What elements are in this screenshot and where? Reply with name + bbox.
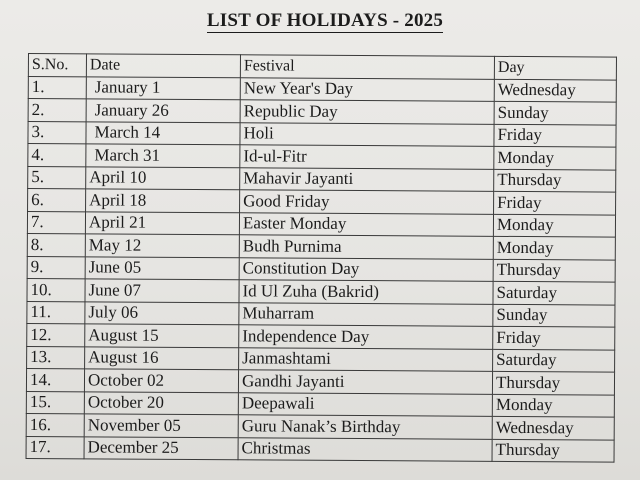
cell-date: April 18 bbox=[86, 189, 240, 212]
page-title bbox=[0, 10, 640, 32]
cell-sno: 12. bbox=[27, 323, 85, 346]
cell-festival: Mahavir Jayanti bbox=[240, 167, 494, 191]
header-day: Day bbox=[494, 56, 616, 79]
cell-date: March 14 bbox=[86, 121, 240, 144]
cell-festival: Guru Nanak’s Birthday bbox=[238, 415, 492, 439]
cell-date: May 12 bbox=[85, 234, 239, 257]
cell-festival: Easter Monday bbox=[239, 212, 493, 236]
cell-date: March 31 bbox=[86, 144, 240, 167]
cell-day: Monday bbox=[493, 214, 615, 237]
cell-date: April 21 bbox=[85, 211, 239, 234]
cell-date: October 20 bbox=[84, 391, 238, 414]
cell-sno: 6. bbox=[28, 189, 86, 212]
cell-sno: 16. bbox=[26, 413, 84, 436]
cell-festival: Id Ul Zuha (Bakrid) bbox=[239, 280, 493, 304]
cell-sno: 7. bbox=[27, 211, 85, 234]
cell-day: Monday bbox=[494, 146, 616, 169]
header-festival: Festival bbox=[240, 55, 494, 79]
cell-festival: Janmashtami bbox=[239, 347, 493, 371]
cell-date: November 05 bbox=[84, 414, 238, 437]
cell-day: Thursday bbox=[492, 439, 614, 462]
cell-date: October 02 bbox=[84, 369, 238, 392]
cell-festival: Independence Day bbox=[239, 325, 493, 349]
cell-day: Saturday bbox=[493, 349, 615, 372]
cell-sno: 14. bbox=[26, 368, 84, 391]
cell-day: Sunday bbox=[494, 101, 616, 124]
cell-date: August 16 bbox=[85, 346, 239, 369]
cell-date: June 05 bbox=[85, 256, 239, 279]
cell-sno: 11. bbox=[27, 301, 85, 324]
cell-sno: 2. bbox=[28, 99, 86, 122]
cell-day: Thursday bbox=[492, 371, 614, 394]
cell-sno: 4. bbox=[28, 144, 86, 167]
cell-day: Wednesday bbox=[494, 79, 616, 102]
table-row bbox=[26, 436, 614, 462]
cell-festival: Christmas bbox=[238, 437, 492, 461]
cell-date: January 1 bbox=[86, 76, 240, 99]
holiday-table bbox=[26, 53, 617, 463]
header-sno: S.No. bbox=[28, 54, 86, 77]
cell-festival: Gandhi Jayanti bbox=[238, 370, 492, 394]
table-body bbox=[26, 76, 616, 462]
cell-day: Wednesday bbox=[492, 416, 614, 439]
cell-day: Monday bbox=[493, 236, 615, 259]
cell-sno: 13. bbox=[27, 346, 85, 369]
cell-festival: New Year's Day bbox=[240, 77, 494, 101]
cell-sno: 9. bbox=[27, 256, 85, 279]
cell-day: Sunday bbox=[493, 304, 615, 327]
cell-festival: Republic Day bbox=[240, 100, 494, 124]
page-title-text: LIST OF HOLIDAYS - 2025 bbox=[206, 10, 444, 31]
cell-festival: Constitution Day bbox=[239, 257, 493, 281]
cell-festival: Muharram bbox=[239, 302, 493, 326]
cell-sno: 15. bbox=[26, 391, 84, 414]
cell-sno: 17. bbox=[26, 436, 84, 459]
cell-festival: Good Friday bbox=[240, 190, 494, 214]
cell-festival: Id-ul-Fitr bbox=[240, 145, 494, 169]
cell-date: January 26 bbox=[86, 99, 240, 122]
cell-date: June 07 bbox=[85, 279, 239, 302]
cell-date: December 25 bbox=[84, 436, 238, 459]
cell-festival: Budh Purnima bbox=[239, 235, 493, 259]
cell-day: Monday bbox=[492, 394, 614, 417]
cell-festival: Deepawali bbox=[238, 392, 492, 416]
cell-day: Saturday bbox=[493, 281, 615, 304]
cell-sno: 10. bbox=[27, 278, 85, 301]
cell-day: Thursday bbox=[494, 169, 616, 192]
cell-sno: 5. bbox=[28, 166, 86, 189]
cell-sno: 3. bbox=[28, 121, 86, 144]
cell-sno: 8. bbox=[27, 233, 85, 256]
cell-day: Friday bbox=[494, 124, 616, 147]
cell-day: Friday bbox=[494, 191, 616, 214]
cell-day: Friday bbox=[493, 326, 615, 349]
cell-date: April 10 bbox=[86, 166, 240, 189]
cell-day: Thursday bbox=[493, 259, 615, 282]
cell-date: July 06 bbox=[85, 301, 239, 324]
cell-date: August 15 bbox=[85, 324, 239, 347]
header-date: Date bbox=[86, 54, 240, 77]
cell-sno: 1. bbox=[28, 76, 86, 99]
cell-festival: Holi bbox=[240, 122, 494, 146]
